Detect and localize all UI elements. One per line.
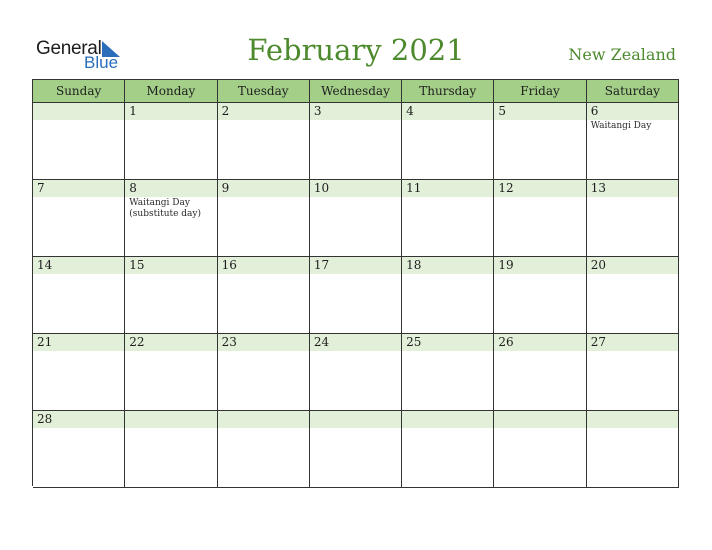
- day-number: 15: [129, 258, 145, 272]
- day-cell: [310, 411, 402, 488]
- day-cell: [33, 334, 125, 411]
- day-number: 13: [590, 181, 606, 195]
- logo-text-general: General: [36, 38, 102, 59]
- day-cell: [587, 411, 679, 488]
- day-cell: [587, 334, 679, 411]
- day-number: 18: [406, 258, 422, 272]
- day-cell: [310, 103, 402, 180]
- day-number: 23: [221, 335, 237, 349]
- week-row-1: [33, 103, 679, 180]
- week-row-5: [33, 411, 679, 488]
- day-number: 22: [129, 335, 145, 349]
- day-number: 7: [37, 181, 45, 195]
- day-cell: [587, 180, 679, 257]
- week-row-2: [33, 180, 679, 257]
- weekday-header: [33, 80, 679, 103]
- day-cell: [218, 257, 310, 334]
- day-cell: [310, 180, 402, 257]
- week-row-3: [33, 257, 679, 334]
- day-cell: [125, 103, 217, 180]
- day-cell: [218, 103, 310, 180]
- holiday-event: Waitangi Day (substitute day): [129, 198, 202, 219]
- calendar-title: February 2021: [247, 33, 465, 67]
- day-number: 25: [406, 335, 422, 349]
- day-cell: [218, 411, 310, 488]
- day-cell: [125, 180, 217, 257]
- day-cell: [402, 257, 494, 334]
- day-number: 5: [498, 104, 507, 118]
- day-cell: [125, 411, 217, 488]
- day-number: 24: [313, 335, 330, 349]
- day-cell: [587, 257, 679, 334]
- day-number: 16: [221, 258, 237, 272]
- day-number: 19: [498, 258, 514, 272]
- day-cell: [125, 334, 217, 411]
- month-calendar: [32, 79, 679, 486]
- day-cell: [402, 103, 494, 180]
- country-label: New Zealand: [568, 45, 676, 64]
- day-cell: [402, 334, 494, 411]
- day-number: 12: [498, 181, 514, 195]
- weekday-tuesday: Tuesday: [218, 80, 310, 103]
- day-cell: [218, 334, 310, 411]
- day-cell: [33, 180, 125, 257]
- day-number: 27: [590, 335, 606, 349]
- day-number: 26: [498, 335, 514, 349]
- weekday-friday: Friday: [494, 80, 586, 103]
- day-cell: [494, 411, 586, 488]
- day-cell: [494, 257, 586, 334]
- day-cell: [587, 103, 679, 180]
- weekday-monday: Monday: [125, 80, 217, 103]
- weekday-wednesday: Wednesday: [310, 80, 402, 103]
- logo-text-blue: Blue: [84, 53, 119, 72]
- day-cell: [310, 257, 402, 334]
- day-number: 17: [313, 258, 330, 272]
- weekday-sunday: Sunday: [33, 80, 125, 103]
- day-number: 10: [313, 181, 330, 195]
- day-number: 4: [406, 104, 414, 118]
- day-cell: [33, 411, 125, 488]
- day-number: 2: [221, 104, 230, 118]
- day-number: 6: [590, 104, 599, 118]
- day-cell: [494, 334, 586, 411]
- day-cell: [218, 180, 310, 257]
- day-number: 8: [129, 181, 137, 195]
- day-number: 1: [129, 104, 137, 118]
- day-number: 9: [221, 181, 230, 195]
- week-row-4: [33, 334, 679, 411]
- day-cell: [33, 103, 125, 180]
- day-number: 14: [37, 258, 53, 272]
- day-cell: [402, 180, 494, 257]
- day-number: 3: [313, 104, 322, 118]
- day-number: 11: [406, 181, 422, 195]
- day-cell: [310, 334, 402, 411]
- day-number: 20: [590, 258, 606, 272]
- day-number: 21: [37, 335, 53, 349]
- weekday-thursday: Thursday: [402, 80, 494, 103]
- day-cell: [125, 257, 217, 334]
- holiday-event: Waitangi Day: [590, 121, 652, 131]
- day-cell: [402, 411, 494, 488]
- day-cell: [494, 103, 586, 180]
- weekday-saturday: Saturday: [587, 80, 679, 103]
- day-cell: [494, 180, 586, 257]
- day-cell: [33, 257, 125, 334]
- day-number: 28: [37, 412, 53, 426]
